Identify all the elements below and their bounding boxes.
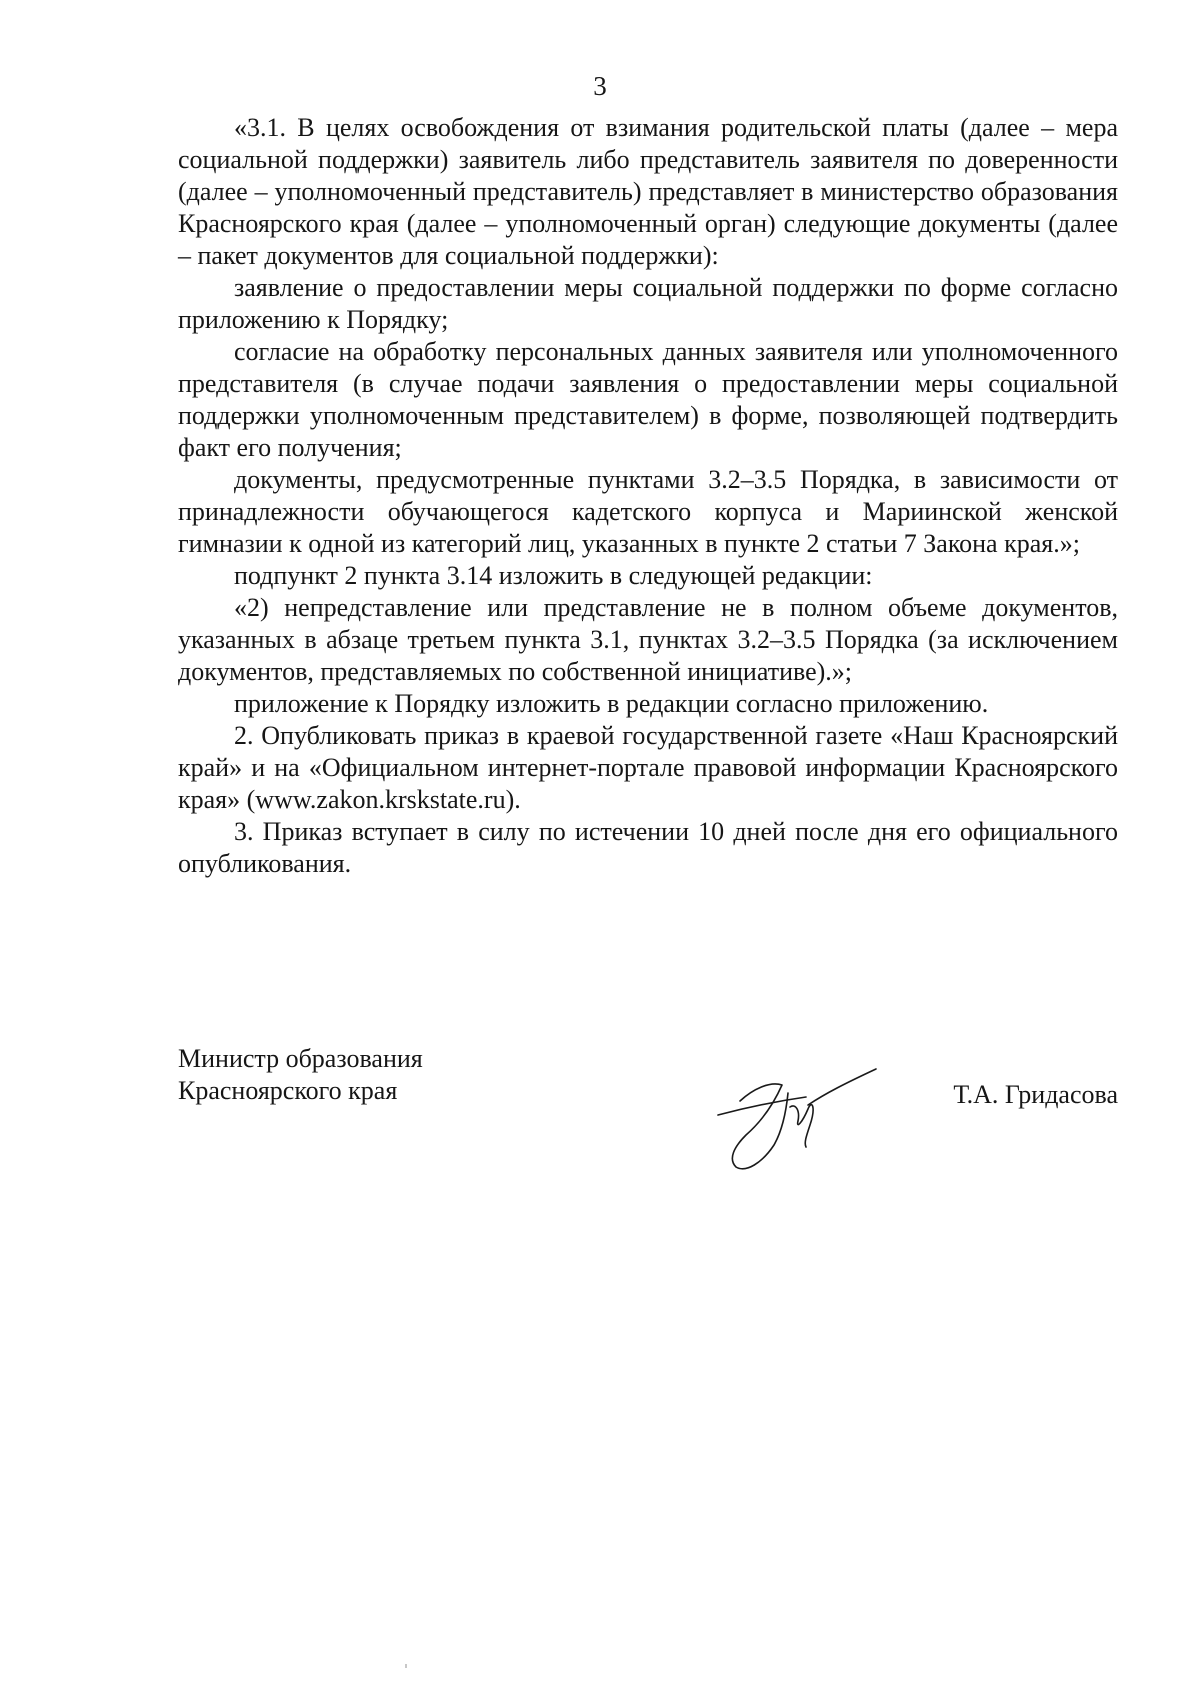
page-number: 3 — [593, 71, 607, 101]
paragraph-effective-date: 3. Приказ вступает в силу по истечении 10 дней после дня его официального опубликования. — [178, 817, 1118, 878]
signer-title-line-2: Красноярского края — [178, 1076, 398, 1105]
paragraph-consent: согласие на обработку персональных данных заявителя или уполномоченного представителя (в случае подачи заявления о предоставлении меры социальной поддержки уполномоченным представителем) в форме, позволяющей подтвердить факт его получения; — [178, 337, 1118, 462]
paragraph-subpoint-2-text: «2) непредставление или представление не в полном объеме документов, указанных в абзаце третьем пункта 3.1, пунктах 3.2–3.5 Порядка (за исключением документов, представляемых по собственной инициативе).»; — [178, 593, 1118, 686]
scan-speck — [405, 1664, 407, 1668]
paragraph-subpoint-3-14: подпункт 2 пункта 3.14 изложить в следующей редакции: — [234, 561, 873, 590]
paragraph-appendix: приложение к Порядку изложить в редакции согласно приложению. — [234, 689, 989, 718]
paragraph-3-1: «3.1. В целях освобождения от взимания родительской платы (далее – мера социальной поддержки) заявитель либо представитель заявителя по доверенности (далее – уполномоченный представитель) представляет в министерство образования Красноярского края (далее – уполномоченный орган) следующие документы (далее – пакет документов для социальной поддержки): — [178, 113, 1118, 270]
signer-title-line-1: Министр образования — [178, 1044, 423, 1073]
document-body — [178, 112, 1118, 880]
signer-title — [178, 1043, 423, 1107]
signer-name: Т.А. Гридасова — [953, 1080, 1118, 1109]
paragraph-application: заявление о предоставлении меры социальной поддержки по форме согласно приложению к Порядку; — [178, 273, 1118, 334]
handwritten-signature — [678, 1063, 878, 1173]
signature-block — [178, 1043, 1118, 1203]
paragraph-publish: 2. Опубликовать приказ в краевой государственной газете «Наш Красноярский край» и на «Официальном интернет-портале правовой информации Красноярского края» (www.zakon.krskstate.ru). — [178, 721, 1118, 814]
paragraph-documents: документы, предусмотренные пунктами 3.2–3.5 Порядка, в зависимости от принадлежности обучающегося кадетского корпуса и Мариинской женской гимназии к одной из категорий лиц, указанных в пункте 2 статьи 7 Закона края.»; — [178, 465, 1118, 558]
